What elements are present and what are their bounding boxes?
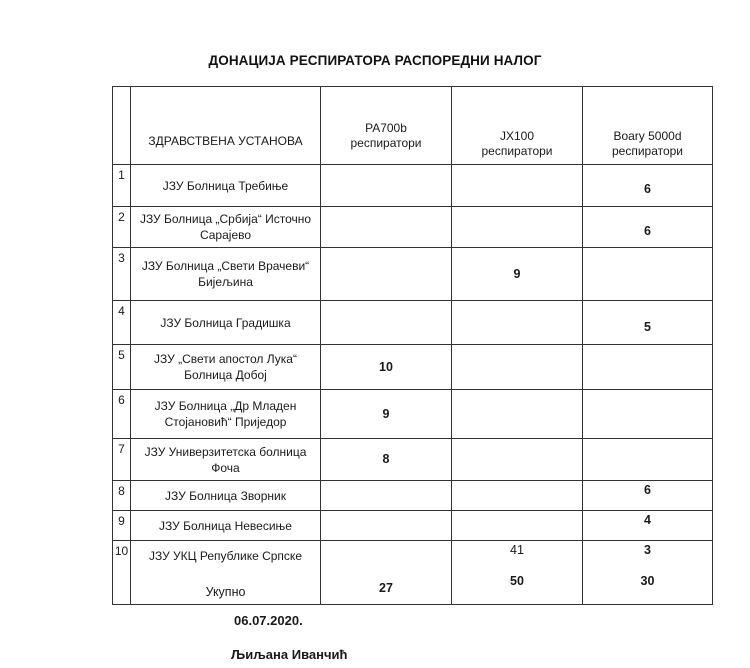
institution-name: ЈЗУ Болница „Свети Врачеви“ Бијељина (141, 259, 310, 289)
boary-value: 4 (644, 513, 651, 527)
pa700b-value: 10 (379, 360, 393, 374)
table-row-with-total (113, 541, 713, 605)
institution-name: ЈЗУ Болница Градишка (160, 315, 291, 330)
jx100-total: 50 (510, 574, 524, 588)
header-institution: ЗДРАВСТВЕНА УСТАНОВА (131, 87, 321, 165)
institution-name: ЈЗУ Болница „Србија“ Источно Сарајево (139, 212, 312, 242)
total-label: Укупно (205, 585, 246, 599)
table-row (113, 248, 713, 301)
pa700b-total: 27 (379, 581, 393, 595)
boary-value: 3 (644, 543, 651, 557)
row-number: 6 (118, 393, 125, 407)
signatory-name: Љиљана Иванчић (231, 647, 348, 662)
table-row (113, 301, 713, 345)
table-row (113, 390, 713, 439)
table-row (113, 207, 713, 248)
pa700b-value: 8 (382, 452, 390, 466)
header-pa700b: PA700b респиратори (321, 87, 452, 165)
institution-name: ЈЗУ Универзитетска болница Фоча (144, 444, 307, 475)
row-number: 7 (118, 442, 125, 456)
row-number: 3 (118, 251, 125, 265)
jx100-value: 41 (510, 543, 524, 557)
row-number: 9 (118, 514, 125, 528)
boary-value: 6 (644, 182, 651, 196)
institution-name: ЈЗУ Болница „Др Младен Стојановић“ Приједор (154, 399, 297, 429)
row-number: 4 (118, 304, 125, 318)
institution-name: ЈЗУ Болница Требиње (162, 178, 289, 193)
row-number: 2 (118, 210, 125, 224)
table-header-row (113, 87, 713, 165)
table-row (113, 481, 713, 511)
document-title: ДОНАЦИЈА РЕСПИРАТОРА РАСПОРЕДНИ НАЛОГ (208, 53, 542, 68)
header-num-cell (113, 87, 131, 165)
table-row (113, 439, 713, 481)
table-row (113, 165, 713, 207)
table-row (113, 345, 713, 390)
institution-name: ЈЗУ УКЦ Републике Српске (148, 549, 302, 563)
boary-total: 30 (640, 574, 655, 588)
allocation-table (112, 86, 713, 605)
pa700b-value: 9 (382, 407, 390, 421)
institution-name: ЈЗУ „Свети апостол Лука“ Болница Добој (154, 352, 297, 382)
institution-name: ЈЗУ Болница Зворник (165, 488, 286, 503)
boary-value: 6 (644, 483, 651, 497)
boary-value: 6 (644, 224, 651, 238)
institution-name: ЈЗУ Болница Невесиње (159, 518, 292, 533)
header-boary5000d: Boary 5000d респиратори (583, 87, 713, 165)
table-row (113, 511, 713, 541)
row-number: 5 (118, 348, 125, 362)
jx100-value: 9 (513, 267, 521, 281)
row-number: 10 (114, 544, 129, 558)
document-date: 06.07.2020. (234, 613, 303, 628)
header-jx100: JX100 респиратори (452, 87, 583, 165)
boary-value: 5 (644, 320, 651, 334)
row-number: 1 (118, 168, 125, 182)
row-number: 8 (118, 484, 125, 498)
